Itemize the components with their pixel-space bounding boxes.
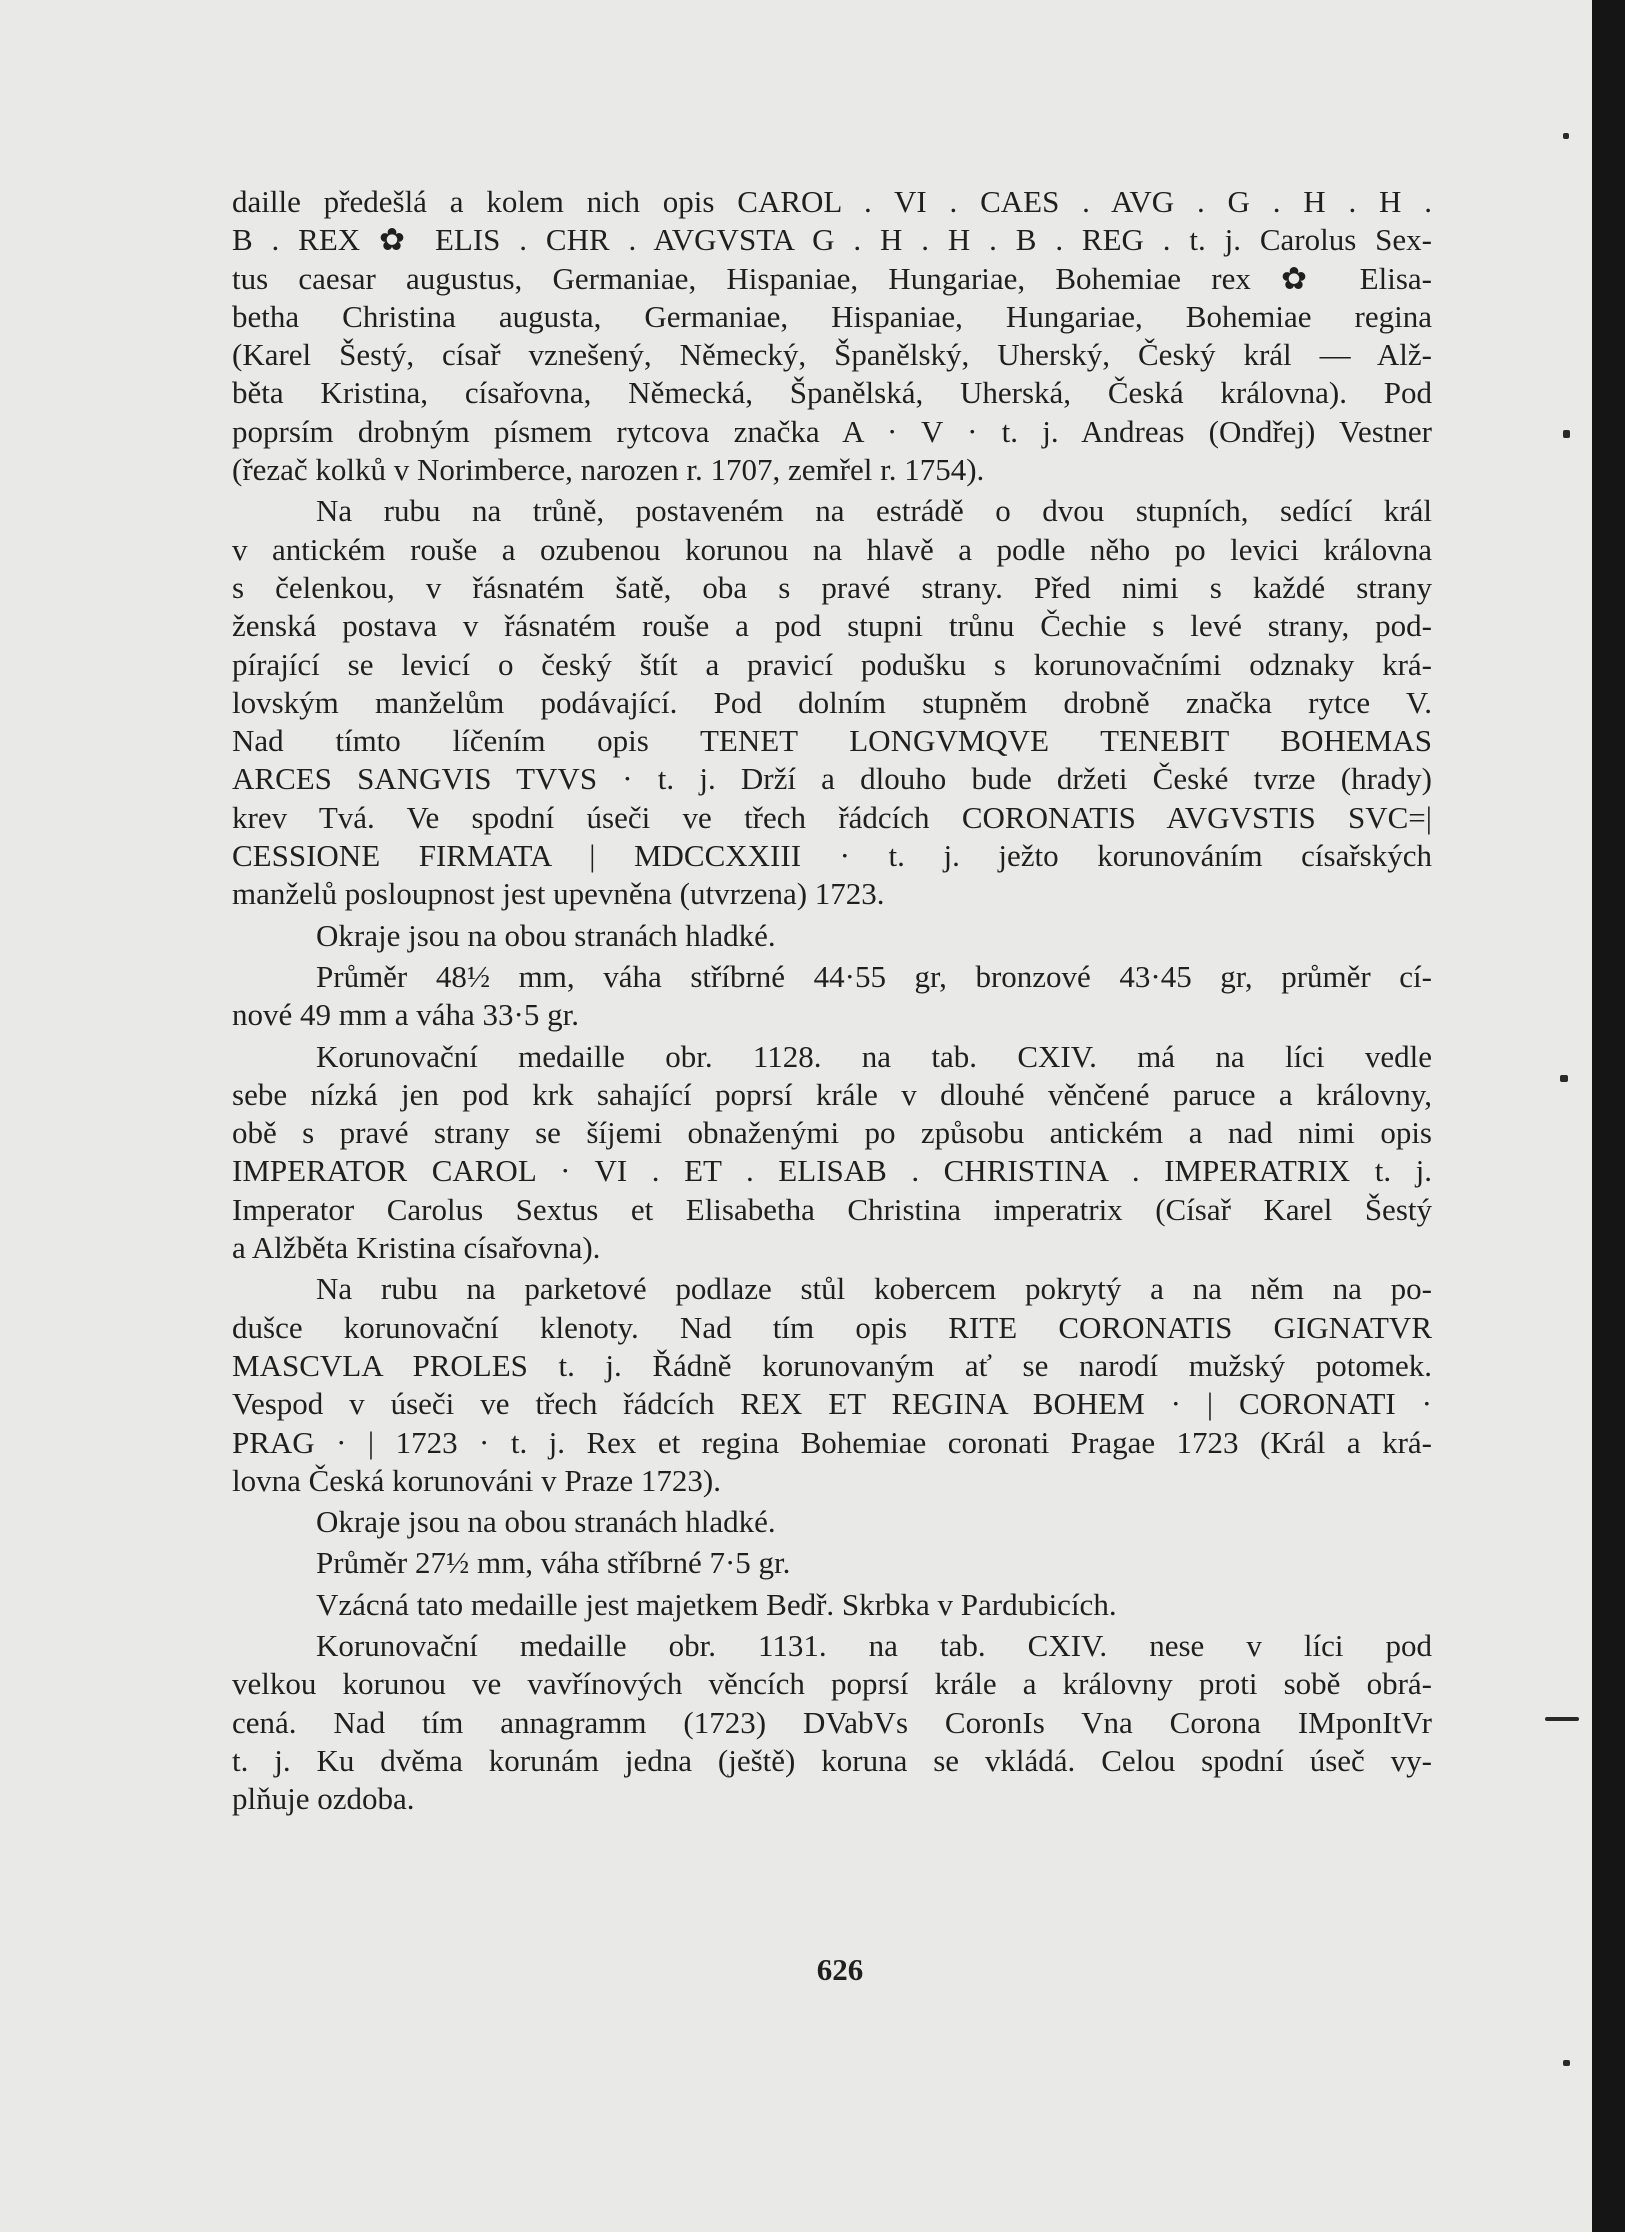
paragraph-medal-1128-reverse — [232, 1270, 1432, 1500]
text-line: lovna Česká korunováni v Praze 1723). — [232, 1462, 721, 1498]
text-line: tus caesar augustus, Germaniae, Hispaniae, Hungariae, Bohemiae rex ✿ Elisa- — [232, 260, 1432, 296]
text-line: pírající se levicí o český štít a pravicí podušku s korunovačními odznaky krá- — [232, 646, 1432, 682]
text-line: CESSIONE FIRMATA | MDCCXXIII · t. j. ježto korunováním císařských — [232, 838, 1432, 874]
text-line: t. j. Ku dvěma korunám jedna (ještě) koruna se vkládá. Celou spodní úseč vy- — [232, 1742, 1432, 1778]
text-line: daille předešlá a kolem nich opis CAROL . VI . CAES . AVG . G . H . H . — [232, 184, 1432, 219]
text-line: (Karel Šestý, císař vznešený, Německý, Španělský, Uherský, Český král — Alž- — [232, 337, 1432, 373]
scan-speck — [1560, 1075, 1568, 1082]
text-line: Imperator Carolus Sextus et Elisabetha Christina imperatrix (Císař Karel Šestý — [232, 1191, 1432, 1227]
scan-speck — [1545, 1717, 1579, 1721]
text-line: ARCES SANGVIS TVVS · t. j. Drží a dlouho bude držeti České tvrze (hrady) — [232, 761, 1432, 797]
text-line: Průměr 27½ mm, váha stříbrné 7·5 gr. — [316, 1545, 791, 1581]
paragraph-dimensions — [232, 958, 1432, 1035]
text-line: dušce korunovační klenoty. Nad tím opis RITE CORONATIS GIGNATVR — [232, 1309, 1432, 1345]
paragraph-legend-obverse — [232, 183, 1432, 489]
text-line: nové 49 mm a váha 33·5 gr. — [232, 997, 579, 1033]
text-line: (řezač kolků v Norimberce, narozen r. 1707, zemřel r. 1754). — [232, 452, 985, 488]
text-line: Na rubu na parketové podlaze stůl kobercem pokrytý a na něm na po- — [316, 1271, 1432, 1307]
paragraph-medal-1128 — [232, 1038, 1432, 1268]
text-line: velkou korunou ve vavřínových věncích poprsí krále a královny proti sobě obrá- — [232, 1666, 1432, 1702]
text-line: lovským manželům podávající. Pod dolním stupněm drobně značka rytce V. — [232, 684, 1432, 720]
text-line: obě s pravé strany se šíjemi obnaženými po způsobu antickém a nad nimi opis — [232, 1115, 1432, 1151]
text-line: betha Christina augusta, Germaniae, Hispaniae, Hungariae, Bohemiae regina — [232, 298, 1432, 334]
text-line: Nad tímto líčením opis TENET LONGVMQVE TENEBIT BOHEMAS — [232, 723, 1432, 759]
text-line: plňuje ozdoba. — [232, 1781, 415, 1817]
text-line: Okraje jsou na obou stranách hladké. — [316, 917, 776, 953]
text-line: sebe nízká jen pod krk sahající poprsí krále v dlouhé věnčené paruce a královny, — [232, 1076, 1432, 1112]
paragraph-reverse — [232, 492, 1432, 913]
paragraph-medal-1131 — [232, 1627, 1432, 1818]
scan-speck — [1563, 133, 1569, 139]
text-line: s čelenkou, v řásnatém šatě, oba s pravé strany. Před nimi s každé strany — [232, 569, 1432, 605]
scan-border — [1592, 0, 1625, 2232]
paragraph-dimensions-2 — [232, 1544, 1432, 1582]
text-line: Korunovační medaille obr. 1131. na tab. CXIV. nese v líci pod — [316, 1627, 1432, 1663]
text-line: manželů posloupnost jest upevněna (utvrzena) 1723. — [232, 876, 885, 912]
text-line: a Alžběta Kristina císařovna). — [232, 1230, 601, 1266]
text-line: krev Tvá. Ve spodní úseči ve třech řádcích CORONATIS AVGVSTIS SVC=| — [232, 799, 1432, 835]
text-line: cená. Nad tím annagramm (1723) DVabVs CoronIs Vna Corona IMponItVr — [232, 1704, 1432, 1740]
text-line: Na rubu na trůně, postaveném na estrádě o dvou stupních, sedící král — [316, 493, 1432, 529]
text-line: Vzácná tato medaille jest majetkem Bedř. Skrbka v Pardubicích. — [316, 1586, 1117, 1622]
text-line: IMPERATOR CAROL · VI . ET . ELISAB . CHRISTINA . IMPERATRIX t. j. — [232, 1153, 1432, 1189]
text-line: Vespod v úseči ve třech řádcích REX ET REGINA BOHEM · | CORONATI · — [232, 1386, 1432, 1422]
text-line: běta Kristina, císařovna, Německá, Španělská, Uherská, Česká královna). Pod — [232, 375, 1432, 411]
scan-speck — [1563, 430, 1570, 438]
text-line: poprsím drobným písmem rytcova značka A · V · t. j. Andreas (Ondřej) Vestner — [232, 413, 1432, 449]
body-text — [232, 183, 1432, 1821]
text-line: PRAG · | 1723 · t. j. Rex et regina Bohemiae coronati Pragae 1723 (Král a krá- — [232, 1424, 1432, 1460]
text-line: Korunovační medaille obr. 1128. na tab. CXIV. má na líci vedle — [316, 1038, 1432, 1074]
text-line: MASCVLA PROLES t. j. Řádně korunovaným ať se narodí mužský potomek. — [232, 1347, 1432, 1383]
paragraph-owner — [232, 1586, 1432, 1624]
scan-speck — [1563, 2060, 1570, 2066]
paragraph-edges-2 — [232, 1503, 1432, 1541]
text-line: ženská postava v řásnatém rouše a pod stupni trůnu Čechie s levé strany, pod- — [232, 608, 1432, 644]
text-line: Průměr 48½ mm, váha stříbrné 44·55 gr, bronzové 43·45 gr, průměr cí- — [316, 958, 1432, 994]
text-line: v antickém rouše a ozubenou korunou na hlavě a podle něho po levici královna — [232, 531, 1432, 567]
paragraph-edges — [232, 917, 1432, 955]
page-number: 626 — [816, 1952, 864, 1987]
text-line: B . REX ✿ ELIS . CHR . AVGVSTA G . H . H . B . REG . t. j. Carolus Sex- — [232, 222, 1432, 258]
text-line: Okraje jsou na obou stranách hladké. — [316, 1504, 776, 1540]
